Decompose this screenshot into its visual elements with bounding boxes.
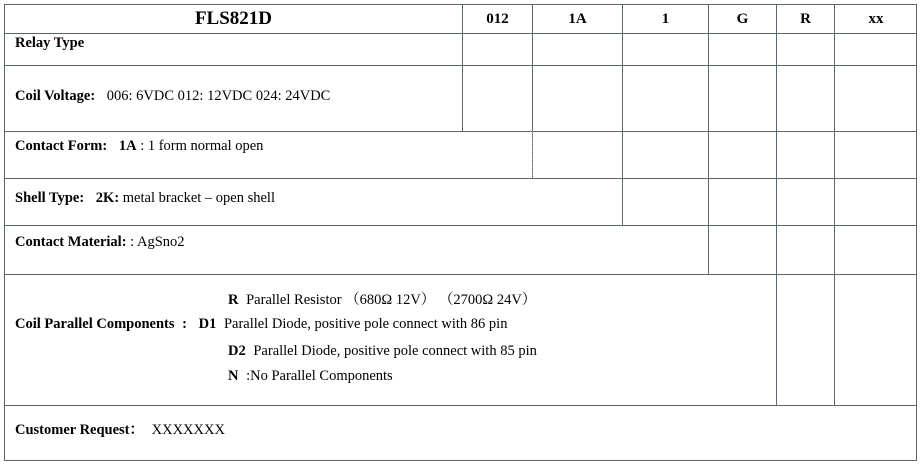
coil-parallel-colon: :	[182, 316, 187, 332]
code-cell-coil-parallel	[776, 5, 834, 33]
row-shell-type-code: 2K:	[95, 190, 120, 206]
divider-coil-voltage	[5, 131, 917, 132]
row-shell-type-value: metal bracket – open shell	[122, 190, 275, 206]
coil-parallel-line-n	[228, 368, 393, 385]
row-contact-material-value: : AgSno2	[130, 234, 185, 250]
code-cell-contact-material-label: G	[736, 11, 749, 27]
connector-contact-form-dotted	[532, 131, 533, 178]
row-contact-material	[15, 234, 185, 251]
code-cell-customer-request	[834, 5, 917, 33]
coil-parallel-d2-code: D2	[228, 343, 246, 359]
coil-parallel-title: Coil Parallel Components	[15, 316, 175, 332]
coil-parallel-d1-text: Parallel Diode, positive pole connect with 86 pin	[223, 316, 508, 332]
row-coil-voltage-value: 006: 6VDC 012: 12VDC 024: 24VDC	[106, 88, 331, 104]
row-relay-type	[15, 35, 84, 52]
row-coil-voltage-title: Coil Voltage:	[15, 88, 96, 104]
connector-contact-material	[708, 33, 709, 274]
row-contact-form-code: 1A	[118, 138, 137, 154]
connector-customer-request	[834, 33, 835, 405]
code-cell-contact-material	[708, 5, 776, 33]
table-outer-border	[4, 4, 917, 461]
code-cell-shell-type	[622, 5, 708, 33]
row-contact-form-title: Contact Form:	[15, 138, 108, 154]
code-cell-contact-form	[532, 5, 622, 33]
row-relay-type-title: Relay Type	[15, 35, 85, 51]
row-contact-form	[15, 138, 263, 155]
divider-contact-material	[5, 274, 917, 275]
code-cell-coil-voltage-label: 012	[486, 11, 509, 27]
connector-coil-parallel	[776, 33, 777, 405]
code-cell-coil-parallel-label: R	[800, 11, 811, 27]
code-cell-coil-voltage	[462, 5, 532, 33]
code-cell-shell-type-label: 1	[661, 11, 670, 27]
divider-shell-type	[5, 225, 917, 226]
coil-parallel-n-code: N	[228, 368, 239, 384]
connector-shell-type	[622, 33, 623, 225]
coil-parallel-d1-code: D1	[198, 316, 217, 332]
code-cell-contact-form-label: 1A	[568, 11, 587, 27]
divider-coil-parallel	[5, 405, 917, 406]
row-contact-form-value: : 1 form normal open	[140, 138, 264, 154]
row-customer-request-value: XXXXXXX	[151, 422, 225, 438]
coil-parallel-line-r	[228, 288, 536, 309]
row-contact-material-title: Contact Material:	[15, 234, 127, 250]
coil-parallel-r-code: R	[228, 292, 239, 308]
coil-parallel-line-d2	[228, 343, 537, 360]
row-customer-request	[15, 418, 225, 439]
coil-parallel-n-text: :No Parallel Components	[246, 368, 393, 384]
coil-parallel-d2-text: Parallel Diode, positive pole connect with 85 pin	[253, 343, 537, 359]
coil-parallel-r-text: Parallel Resistor （680Ω 12V） （2700Ω 24V）	[246, 292, 537, 308]
row-shell-type	[15, 190, 275, 207]
divider-header-bottom	[5, 33, 917, 34]
coil-parallel-title-wrap	[15, 316, 507, 333]
row-shell-type-title: Shell Type:	[15, 190, 85, 206]
connector-coil-voltage	[462, 33, 463, 131]
code-cell-customer-request-label: xx	[868, 11, 884, 27]
divider-contact-form	[5, 178, 917, 179]
code-cell-model	[5, 5, 462, 33]
divider-relay-type	[5, 65, 917, 66]
row-coil-voltage	[15, 88, 330, 105]
code-cell-model-label: FLS821D	[194, 8, 273, 29]
row-customer-request-title: Customer Request：	[15, 422, 145, 438]
